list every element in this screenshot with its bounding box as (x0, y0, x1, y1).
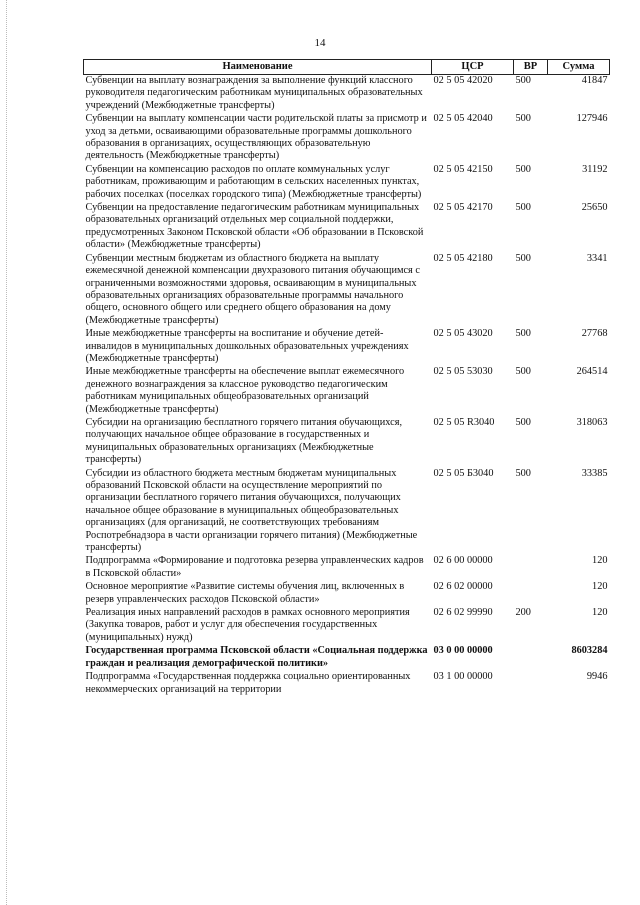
row-sum: 264514 (576, 366, 608, 378)
page-number: 14 (314, 37, 326, 49)
table-row (84, 555, 610, 581)
row-csr: 03 0 00 00000 (433, 645, 493, 657)
row-sum: 120 (592, 581, 608, 593)
table-row (84, 164, 610, 202)
row-csr: 02 5 05 53030 (433, 366, 493, 378)
table-row (84, 607, 610, 645)
header-sum: Сумма (548, 60, 610, 75)
row-name: Государственная программа Псковской области «Социальная поддержка граждан и реализация демографической политики» (85, 645, 428, 669)
row-vr (514, 645, 548, 671)
row-name: Основное мероприятие «Развитие системы обучения лиц, включенных в резерв управленческих расходов Псковской области» (85, 581, 405, 605)
table-row (84, 253, 610, 328)
row-sum: 31192 (582, 163, 608, 175)
row-vr: 500 (515, 163, 531, 175)
row-vr (514, 581, 548, 607)
row-csr: 02 6 02 00000 (433, 581, 493, 593)
header-vr: ВР (514, 60, 548, 75)
row-vr: 500 (515, 416, 531, 428)
row-csr: 02 5 05 Б3040 (433, 467, 494, 479)
row-csr: 02 5 05 R3040 (433, 416, 495, 428)
row-vr: 500 (515, 328, 531, 340)
row-sum: 120 (592, 607, 608, 619)
row-sum: 27768 (581, 328, 608, 340)
row-sum: 25650 (581, 202, 608, 214)
row-csr: 02 5 05 42150 (433, 163, 493, 175)
row-vr: 500 (515, 75, 531, 86)
page-edge-dots (6, 0, 8, 905)
row-sum: 9946 (586, 671, 608, 683)
row-vr (514, 671, 548, 697)
row-csr: 03 1 00 00000 (433, 671, 493, 683)
table-header-row (84, 60, 610, 75)
table-row (84, 671, 610, 697)
budget-table (83, 59, 610, 697)
row-vr: 500 (515, 113, 531, 125)
row-csr: 02 5 05 42170 (433, 202, 493, 214)
table-row (84, 366, 610, 417)
row-sum: 120 (592, 555, 608, 567)
row-sum: 3341 (586, 252, 608, 264)
row-name: Субвенции на выплату компенсации части родительской платы за присмотр и уход за детьми, осваивающими образовательные программы дошкольного образования в организациях, осуществляющих образовательную деятельность (Межбюджетные трансферты) (85, 113, 427, 162)
row-sum: 41847 (581, 75, 608, 86)
row-csr: 02 5 05 42180 (433, 252, 493, 264)
table-row (84, 328, 610, 366)
header-name: Наименование (84, 60, 432, 75)
table-row (84, 202, 610, 253)
row-name: Иные межбюджетные трансферты на обеспечение выплат ежемесячного денежного вознаграждения за классное руководство педагогическим работникам муниципальных общеобразовательных организаций (Межбюджетные трансферты) (85, 366, 405, 415)
header-csr: ЦСР (432, 60, 514, 75)
row-sum: 127946 (576, 113, 608, 125)
row-vr: 500 (515, 467, 531, 479)
row-vr: 500 (515, 366, 531, 378)
table-row (84, 75, 610, 114)
table-row (84, 645, 610, 671)
table-row (84, 113, 610, 164)
table-row (84, 468, 610, 556)
table-row (84, 417, 610, 468)
row-name: Субсидии на организацию бесплатного горячего питания обучающихся, получающих начальное общее образование в государственных и муниципальных образовательных организациях (Межбюджетные трансферты) (85, 416, 403, 466)
row-name: Субвенции на предоставление педагогическим работникам муниципальных образовательных организаций отдельных мер социальной поддержки, предусмотренных Законом Псковской области «Об образовании в Псковской области» (Межбюджетные трансферты) (85, 202, 424, 251)
row-csr: 02 5 05 42020 (433, 75, 493, 86)
row-csr: 02 5 05 43020 (433, 328, 493, 340)
row-sum: 8603284 (571, 645, 608, 657)
row-csr: 02 6 00 00000 (433, 555, 493, 567)
row-sum: 318063 (576, 416, 608, 428)
row-name: Реализация иных направлений расходов в рамках основного мероприятия (Закупка товаров, работ и услуг для обеспечения государственных (муниципальных) нужд) (85, 607, 410, 643)
row-vr: 500 (515, 252, 531, 264)
row-vr (514, 555, 548, 581)
row-csr: 02 6 02 99990 (433, 607, 493, 619)
row-sum: 33385 (581, 467, 608, 479)
row-csr: 02 5 05 42040 (433, 113, 493, 125)
row-name: Подпрограмма «Формирование и подготовка резерва управленческих кадров в Псковской области» (85, 555, 424, 579)
row-name: Субсидии из областного бюджета местным бюджетам муниципальных образований Псковской области на осуществление мероприятий по организации бесплатного горячего питания обучающихся, получающих начальное общее образование в муниципальных общеобразовательных организациях (для организаций, не соответствующих требованиям Роспотребнадзора в части организации горячего питания) (Межбюджетные трансферты) (85, 467, 418, 554)
row-vr: 200 (515, 607, 531, 619)
row-name: Субвенции местным бюджетам из областного бюджета на выплату ежемесячной денежной компенсации двухразового питания обучающимся с ограниченными возможностями здоровья, осваивающим в муниципальных образовательных организациях образовательные программы начального общего, основного общего или среднего общего образования на дому (Межбюджетные трансферты) (85, 252, 420, 326)
row-name: Субвенции на выплату вознаграждения за выполнение функций классного руководителя педагогическим работникам муниципальных образовательных учреждений (Межбюджетные трансферты) (85, 75, 423, 111)
row-vr: 500 (515, 202, 531, 214)
row-name: Субвенции на компенсацию расходов по оплате коммунальных услуг работникам, проживающим и работающим в сельских населенных пунктах, рабочих поселках (поселках городского типа) (Межбюджетные трансферты) (85, 163, 422, 200)
row-name: Подпрограмма «Государственная поддержка социально ориентированных некоммерческих организаций на территории (85, 671, 411, 695)
table-row (84, 581, 610, 607)
row-name: Иные межбюджетные трансферты на воспитание и обучение детей-инвалидов в муниципальных дошкольных образовательных учреждениях (Межбюджетные трансферты) (85, 328, 409, 364)
table-body (84, 75, 610, 697)
